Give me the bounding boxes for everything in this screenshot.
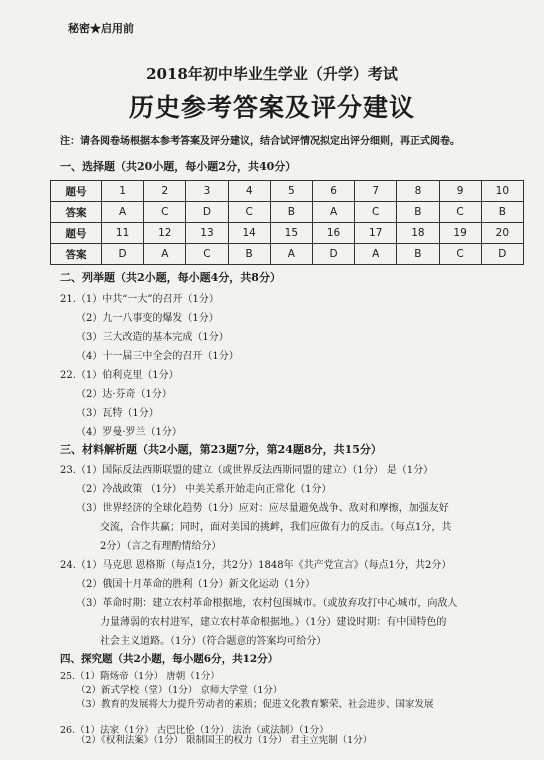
section-4-title: 四、探究题（共2小题，每小题6分，共12分） bbox=[60, 653, 279, 665]
answer-line: 交流，合作共赢；同时，面对美国的挑衅，我们应做有力的反击。（每点1分，共 bbox=[100, 522, 452, 533]
answer-line: （4）罗曼·罗兰（1分） bbox=[76, 427, 182, 438]
answer-line: （3）革命时期：建立农村革命根据地，农村包围城市。（或放弃攻打中心城市，向敌人 bbox=[76, 598, 458, 609]
table-cell: 8 bbox=[397, 181, 439, 202]
table-row bbox=[51, 244, 524, 265]
table-cell: A bbox=[270, 244, 312, 265]
table-cell: B bbox=[270, 202, 312, 223]
table-cell: D bbox=[481, 244, 523, 265]
table-cell: C bbox=[228, 202, 270, 223]
grading-note: 注：请各阅卷场根据本参考答案及评分建议，结合试评情况拟定出评分细则，再正式阅卷。 bbox=[60, 136, 460, 147]
table-cell: B bbox=[397, 202, 439, 223]
table-cell: A bbox=[144, 244, 186, 265]
table-cell: A bbox=[355, 244, 397, 265]
answer-line: （3）瓦特（1分） bbox=[76, 408, 159, 419]
table-cell: C bbox=[355, 202, 397, 223]
page-title: 历史参考答案及评分建议 bbox=[128, 93, 415, 122]
answer-line: 25.（1）隋炀帝（1分） 唐朝（1分） bbox=[60, 671, 220, 682]
table-cell: 4 bbox=[228, 181, 270, 202]
answer-line: （2）达·芬奇（1分） bbox=[76, 389, 172, 400]
answer-line: （3）教育的发展将大力提升劳动者的素质；促进文化教育繁荣、社会进步、国家发展 bbox=[76, 699, 434, 710]
table-cell: C bbox=[439, 244, 481, 265]
answer-line: 22.（1）伯利克里（1分） bbox=[60, 370, 179, 381]
answer-line: 社会主义道路。（1分）（符合题意的答案均可给分） bbox=[100, 636, 327, 647]
row-label: 答案 bbox=[51, 202, 102, 223]
row-label: 答案 bbox=[51, 244, 102, 265]
answer-line: （2）《权利法案》（1分） 限制国王的权力（1分） 君主立宪制（1分） bbox=[76, 735, 373, 746]
table-cell: A bbox=[102, 202, 144, 223]
section-3-title: 三、材料解析题（共2小题，第23题7分，第24题8分，共15分） bbox=[60, 443, 382, 456]
exam-title: 2018年初中毕业生学业（升学）考试 bbox=[146, 65, 398, 83]
table-cell: 3 bbox=[186, 181, 228, 202]
table-cell: 13 bbox=[186, 223, 228, 244]
table-cell: 5 bbox=[270, 181, 312, 202]
answer-line: （2）冷战政策 （1分） 中美关系开始走向正常化（1分） bbox=[76, 484, 332, 495]
table-cell: 6 bbox=[312, 181, 354, 202]
table-cell: 19 bbox=[439, 223, 481, 244]
table-cell: C bbox=[144, 202, 186, 223]
answer-line: （3）三大改造的基本完成（1分） bbox=[76, 332, 229, 343]
table-cell: C bbox=[439, 202, 481, 223]
table-cell: D bbox=[312, 244, 354, 265]
table-cell: 17 bbox=[355, 223, 397, 244]
table-cell: B bbox=[481, 202, 523, 223]
table-cell: B bbox=[397, 244, 439, 265]
answer-line: 力量薄弱的农村进军，建立农村革命根据地。）（1分）建设时期：有中国特色的 bbox=[100, 617, 447, 628]
table-cell: 11 bbox=[102, 223, 144, 244]
table-cell: D bbox=[186, 202, 228, 223]
answer-line: 24.（1）马克思 恩格斯（每点1分，共2分）1848年《共产党宣言》（每点1分，共2分） bbox=[60, 560, 452, 571]
table-cell: 2 bbox=[144, 181, 186, 202]
table-cell: 12 bbox=[144, 223, 186, 244]
table-cell: D bbox=[102, 244, 144, 265]
row-label: 题号 bbox=[51, 181, 102, 202]
answer-line: 21.（1）中共“一大”的召开（1分） bbox=[60, 294, 219, 305]
answer-line: （4）十一届三中全会的召开（1分） bbox=[76, 351, 239, 362]
table-row bbox=[51, 181, 524, 202]
answer-line: （2）九一八事变的爆发（1分） bbox=[76, 313, 219, 324]
answer-line: 23.（1）国际反法西斯联盟的建立（或世界反法西斯同盟的建立）（1分） 是（1分） bbox=[60, 465, 434, 476]
answer-line: （3）世界经济的全球化趋势（1分）应对：应尽量避免战争、敌对和摩擦，加强友好 bbox=[76, 503, 449, 514]
table-cell: C bbox=[186, 244, 228, 265]
answer-line: 2分）（言之有理酌情给分） bbox=[100, 541, 222, 552]
table-cell: 18 bbox=[397, 223, 439, 244]
table-cell: 10 bbox=[481, 181, 523, 202]
table-cell: 16 bbox=[312, 223, 354, 244]
table-cell: 7 bbox=[355, 181, 397, 202]
table-cell: 14 bbox=[228, 223, 270, 244]
table-row bbox=[51, 202, 524, 223]
table-cell: A bbox=[312, 202, 354, 223]
secret-label: 秘密★启用前 bbox=[68, 22, 134, 35]
table-cell: 1 bbox=[102, 181, 144, 202]
table-cell: 15 bbox=[270, 223, 312, 244]
answer-table bbox=[50, 180, 524, 265]
section-2-title: 二、列举题（共2小题，每小题4分，共8分） bbox=[60, 271, 281, 284]
table-row bbox=[51, 223, 524, 244]
answer-line: （2）新式学校（堂）（1分） 京师大学堂（1分） bbox=[76, 685, 283, 696]
answer-line: （2）俄国十月革命的胜利（1分）新文化运动（1分） bbox=[76, 579, 316, 590]
table-cell: B bbox=[228, 244, 270, 265]
answer-line: 26.（1）法家（1分） 古巴比伦（1分） 法治（或法制）（1分） bbox=[60, 725, 329, 736]
table-cell: 9 bbox=[439, 181, 481, 202]
row-label: 题号 bbox=[51, 223, 102, 244]
section-1-title: 一、选择题（共20小题，每小题2分，共40分） bbox=[60, 160, 297, 173]
table-cell: 20 bbox=[481, 223, 523, 244]
